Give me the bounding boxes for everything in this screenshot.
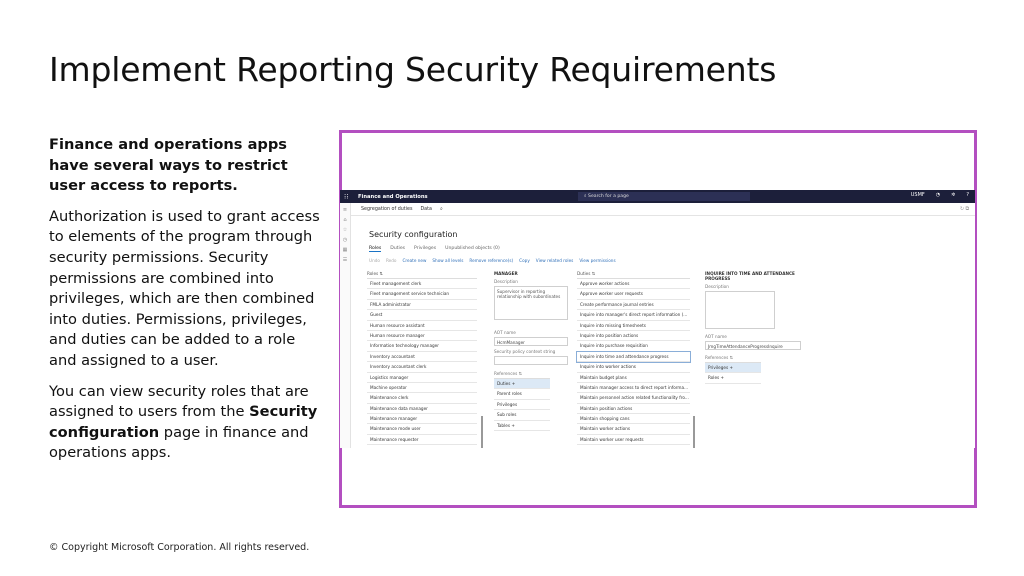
action-bar [369,258,616,263]
duty-description[interactable] [705,291,775,329]
gear-icon[interactable]: ✲ [951,192,956,198]
slide-body [49,135,324,474]
list-item[interactable]: Guest [367,310,477,320]
list-item[interactable]: Human resource manager [367,331,477,341]
list-item[interactable]: Approve worker user requests [577,289,690,299]
modules-icon[interactable]: ☰ [342,257,348,263]
list-item[interactable]: Maintain personnel action related functionality fro... [577,393,690,403]
list-item[interactable]: Roles + [705,373,761,383]
list-item[interactable]: Parent roles [494,389,550,399]
role-detail-panel [494,271,568,431]
list-item[interactable]: Approve worker actions [577,279,690,289]
app-name[interactable]: Finance and Operations [358,193,428,200]
intro-text: Finance and operations apps have several ways to restrict user access to reports. [49,136,288,195]
search-icon-small[interactable]: ⌕ [439,207,443,212]
list-item[interactable]: Inquire into purchase requisition [577,341,690,351]
list-item[interactable]: Duties + [494,379,550,389]
copy-button[interactable]: Copy [519,258,530,263]
create-new-button[interactable]: Create new [402,258,427,263]
list-item[interactable]: Maintain budget plans [577,373,690,383]
duty-detail-panel [705,271,815,384]
role-name: MANAGER [494,271,518,276]
list-item[interactable]: Machine operator [367,383,477,393]
description-label: Description [494,279,518,284]
list-item[interactable]: Human resource assistant [367,321,477,331]
aot-label: AOT name [494,330,516,335]
embedded-screenshot [340,190,975,448]
duty-description-label: Description [705,284,729,289]
references-header: References ⇅ [494,371,523,376]
duties-header: Duties ⇅ [577,271,596,276]
list-item[interactable]: Fleet management service technician [367,289,477,299]
list-item[interactable]: Inquire into manager's direct report information (... [577,310,690,320]
duty-aot-name[interactable]: JmgTimeAttendanceProgressInquire [705,341,801,350]
undo-button[interactable]: Undo [369,258,380,263]
duty-references-header: References ⇅ [705,355,734,360]
duty-name: INQUIRE INTO TIME AND ATTENDANCE PROGRESS [705,271,795,281]
tab-duties[interactable]: Duties [390,246,406,251]
list-item[interactable]: Information technology manager [367,341,477,351]
list-item[interactable]: Maintain position actions [577,404,690,414]
duties-scrollbar[interactable] [693,416,695,448]
list-item[interactable]: Maintain shopping cans [577,414,690,424]
policy-label: Security policy context string [494,349,556,354]
tab-roles[interactable]: Roles [369,246,382,251]
tab-privileges[interactable]: Privileges [414,246,437,251]
references-list [494,378,550,431]
recent-icon[interactable]: ◷ [342,237,348,243]
roles-scrollbar[interactable] [481,416,483,448]
tab-unpublished[interactable]: Unpublished objects (0) [445,246,500,251]
list-item[interactable]: Maintain worker actions [577,424,690,434]
show-all-levels-button[interactable]: Show all levels [432,258,464,263]
topbar-right [911,192,969,198]
home-icon[interactable]: ⌂ [343,217,347,223]
action-pane [351,203,975,216]
list-item[interactable]: Inquire into missing timesheets [577,321,690,331]
list-item[interactable]: Create performance journal entries [577,300,690,310]
breadcrumb-data[interactable]: Data [420,206,432,212]
list-item[interactable]: Privileges + [705,363,761,373]
list-item[interactable]: Inventory accountant clerk [367,362,477,372]
list-item[interactable]: Maintain manager access to direct report informa... [577,383,690,393]
list-item[interactable]: Fleet management clerk [367,279,477,289]
duties-list [577,278,690,445]
list-item[interactable]: Inventory accountant [367,352,477,362]
list-item[interactable]: FMLA administrator [367,300,477,310]
list-item[interactable]: Inquire into position actions [577,331,690,341]
breadcrumb-segregation[interactable]: Segregation of duties [361,206,413,212]
tabs [369,246,500,252]
roles-list [367,278,477,445]
app-topbar [340,190,975,203]
redo-button[interactable]: Redo [385,258,397,263]
security-roles-text: You can view security roles that are assigned to users from the Security configuration page in finance and operations apps. [49,382,318,462]
list-item[interactable]: Logistics manager [367,373,477,383]
authorization-text: Authorization is used to grant access to elements of the program through security permissions. Security permissions are combined into privileges, which are then combined into duties. Permissions, privileges, and duties can be added to a role and assigned to a user. [49,207,320,369]
bell-icon[interactable]: ◔ [935,192,941,198]
help-icon[interactable]: ? [966,192,969,198]
list-item[interactable]: Maintenance manager [367,414,477,424]
list-item[interactable]: Tables + [494,421,550,431]
search-icon: ⌕ [584,194,589,199]
refresh-icon[interactable]: ↻ ⧉ [960,207,969,212]
workspaces-icon[interactable]: ▦ [342,247,348,253]
roles-header: Roles ⇅ [367,271,384,276]
nav-rail [340,203,351,448]
page-title: Security configuration [369,230,458,239]
duty-aot-label: AOT name [705,334,727,339]
company-picker[interactable]: USMF [910,192,925,198]
copyright: © Copyright Microsoft Corporation. All rights reserved. [49,542,310,553]
search-input[interactable]: ⌕ Search for a page [578,192,750,201]
list-item[interactable]: Maintenance data manager [367,404,477,414]
list-item-selected[interactable]: Inquire into time and attendance progress [577,352,690,362]
list-item[interactable]: Maintenance clerk [367,393,477,403]
duties-panel [577,271,690,445]
favorites-icon[interactable]: ☆ [342,227,348,233]
list-item[interactable]: Maintenance mode user [367,424,477,434]
role-description[interactable]: Supervisor in reporting relationship with subordinates [494,286,568,320]
list-item[interactable]: Sub roles [494,410,550,420]
menu-icon[interactable]: ≡ [342,207,348,213]
security-configuration-bold: Security configuration [49,403,318,441]
duty-references-list [705,362,761,384]
list-item[interactable]: Maintenance requester [367,435,477,445]
list-item[interactable]: Inquire into worker actions [577,362,690,372]
list-item[interactable]: Privileges [494,400,550,410]
app-launcher-icon[interactable]: ⁝⁝ [344,192,349,201]
slide-title: Implement Reporting Security Requirements [49,50,777,89]
page-content [351,216,975,448]
list-item[interactable]: Maintain worker user requests [577,435,690,445]
view-related-roles-button[interactable]: View related roles [535,258,574,263]
roles-panel [367,271,477,445]
role-aot-name[interactable]: HcmManager [494,337,568,346]
view-permissions-button[interactable]: View permissions [579,258,616,263]
policy-context-field[interactable] [494,356,568,365]
remove-references-button[interactable]: Remove reference(s) [469,258,514,263]
